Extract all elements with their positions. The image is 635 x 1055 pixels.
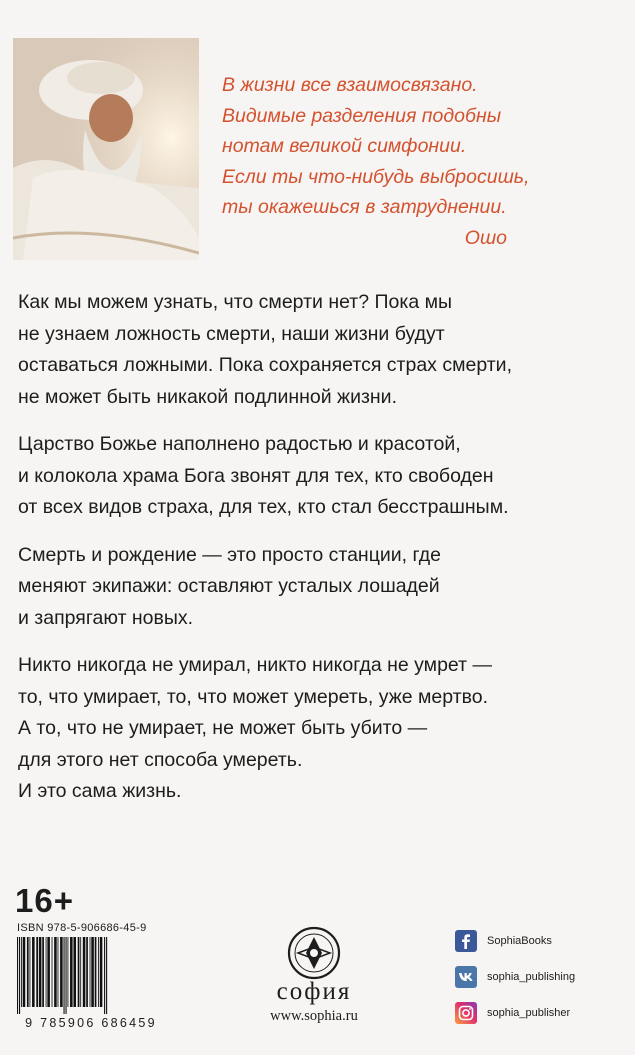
quote-line: ты окажешься в затруднении. — [222, 196, 507, 218]
portrait-image — [13, 38, 199, 260]
barcode-bar — [60, 937, 63, 1007]
barcode-guard-bar — [66, 937, 67, 1014]
barcode-bar — [21, 937, 22, 1007]
barcode-bar — [98, 937, 99, 1007]
text-line: Никто никогда не умирал, никто никогда не умрет — — [18, 654, 492, 676]
text-line: И это сама жизнь. — [18, 780, 182, 802]
barcode-bar — [91, 937, 94, 1007]
publisher-name: софия — [276, 978, 352, 1005]
quote-block — [222, 70, 622, 253]
barcode-bar — [68, 937, 69, 1007]
social-label: SophiaBooks — [487, 935, 552, 947]
text-line: Царство Божье наполнено радостью и красотой, — [18, 433, 461, 455]
paragraph — [18, 650, 623, 808]
paragraph — [18, 287, 623, 413]
publisher-logo-icon — [286, 925, 342, 981]
barcode-bar — [70, 937, 73, 1007]
paragraph — [18, 540, 623, 635]
barcode-bar — [83, 937, 86, 1007]
text-line: и запрягают новых. — [18, 606, 194, 629]
barcode-bar — [36, 937, 38, 1007]
barcode-bar — [58, 937, 59, 1007]
paragraph — [18, 429, 623, 524]
text-line: не может быть никакой подлинной жизни. — [18, 385, 397, 408]
barcode-bar — [32, 937, 35, 1007]
text-line: меняют экипажи: оставляют усталых лошадей — [18, 575, 440, 597]
barcode-bar — [95, 937, 97, 1007]
barcode-bar — [42, 937, 44, 1007]
social-label: sophia_publisher — [487, 1007, 571, 1019]
barcode-bar — [54, 937, 57, 1007]
text-line: оставаться ложными. Пока сохраняется страх смерти, — [18, 354, 512, 376]
vk-icon — [455, 966, 477, 988]
barcode-bar — [46, 937, 47, 1007]
barcode-bar — [39, 937, 42, 1007]
barcode-bar — [23, 937, 26, 1007]
barcode-bar — [73, 937, 76, 1007]
barcode-guard-bar — [19, 937, 20, 1014]
text-line: А то, что не умирает, не может быть убито — — [18, 717, 428, 739]
age-rating: 16+ — [15, 882, 74, 919]
text-line: и колокола храма Бога звонят для тех, кто свободен — [18, 464, 494, 487]
barcode-bar — [80, 937, 81, 1007]
social-link-instagram[interactable] — [455, 1002, 625, 1024]
quote-line: В жизни все взаимосвязано. — [222, 74, 478, 96]
barcode-guard-bar — [17, 937, 18, 1014]
quote-line: Если ты что-нибудь выбросишь, — [222, 165, 530, 188]
barcode-bar — [52, 937, 53, 1007]
text-line: Смерть и рождение — это просто станции, где — [18, 543, 441, 566]
barcode-number: 9 785906 686459 — [25, 1016, 157, 1030]
text-line: от всех видов страха, для тех, кто стал бесстрашным. — [18, 496, 509, 518]
barcode-bar — [30, 937, 31, 1007]
quote-line: Видимые разделения подобны — [222, 104, 502, 127]
author-portrait — [13, 38, 199, 260]
barcode-bar — [90, 937, 91, 1007]
barcode-bar — [78, 937, 80, 1007]
text-line: Как мы можем узнать, что смерти нет? Пока мы — [18, 291, 452, 313]
facebook-icon — [455, 930, 477, 952]
barcode-bar — [27, 937, 29, 1007]
quote-author: Ошо — [464, 226, 507, 249]
barcode — [15, 937, 167, 1014]
social-link-vk[interactable] — [455, 966, 625, 988]
barcode-bar — [86, 937, 88, 1007]
barcode-guard-bar — [104, 937, 105, 1014]
text-line: то, что умирает, то, что может умереть, уже мертво. — [18, 685, 489, 708]
barcode-guard-bar — [106, 937, 107, 1014]
text-line: не узнаем ложность смерти, наши жизни будут — [18, 322, 445, 345]
barcode-guard-bar — [64, 937, 65, 1014]
isbn-label: ISBN 978-5-906686-45-9 — [17, 922, 147, 934]
social-link-facebook[interactable] — [455, 930, 625, 952]
annotation-text — [18, 287, 623, 824]
publisher-website[interactable]: www.sophia.ru — [270, 1008, 358, 1024]
quote-line: нотам великой симфонии. — [222, 135, 467, 157]
barcode-bar — [100, 937, 103, 1007]
barcode-bar — [47, 937, 50, 1007]
social-label: sophia_publishing — [487, 971, 576, 983]
text-line: для этого нет способа умереть. — [18, 748, 303, 771]
instagram-icon — [455, 1002, 477, 1024]
social-links — [455, 930, 625, 1038]
